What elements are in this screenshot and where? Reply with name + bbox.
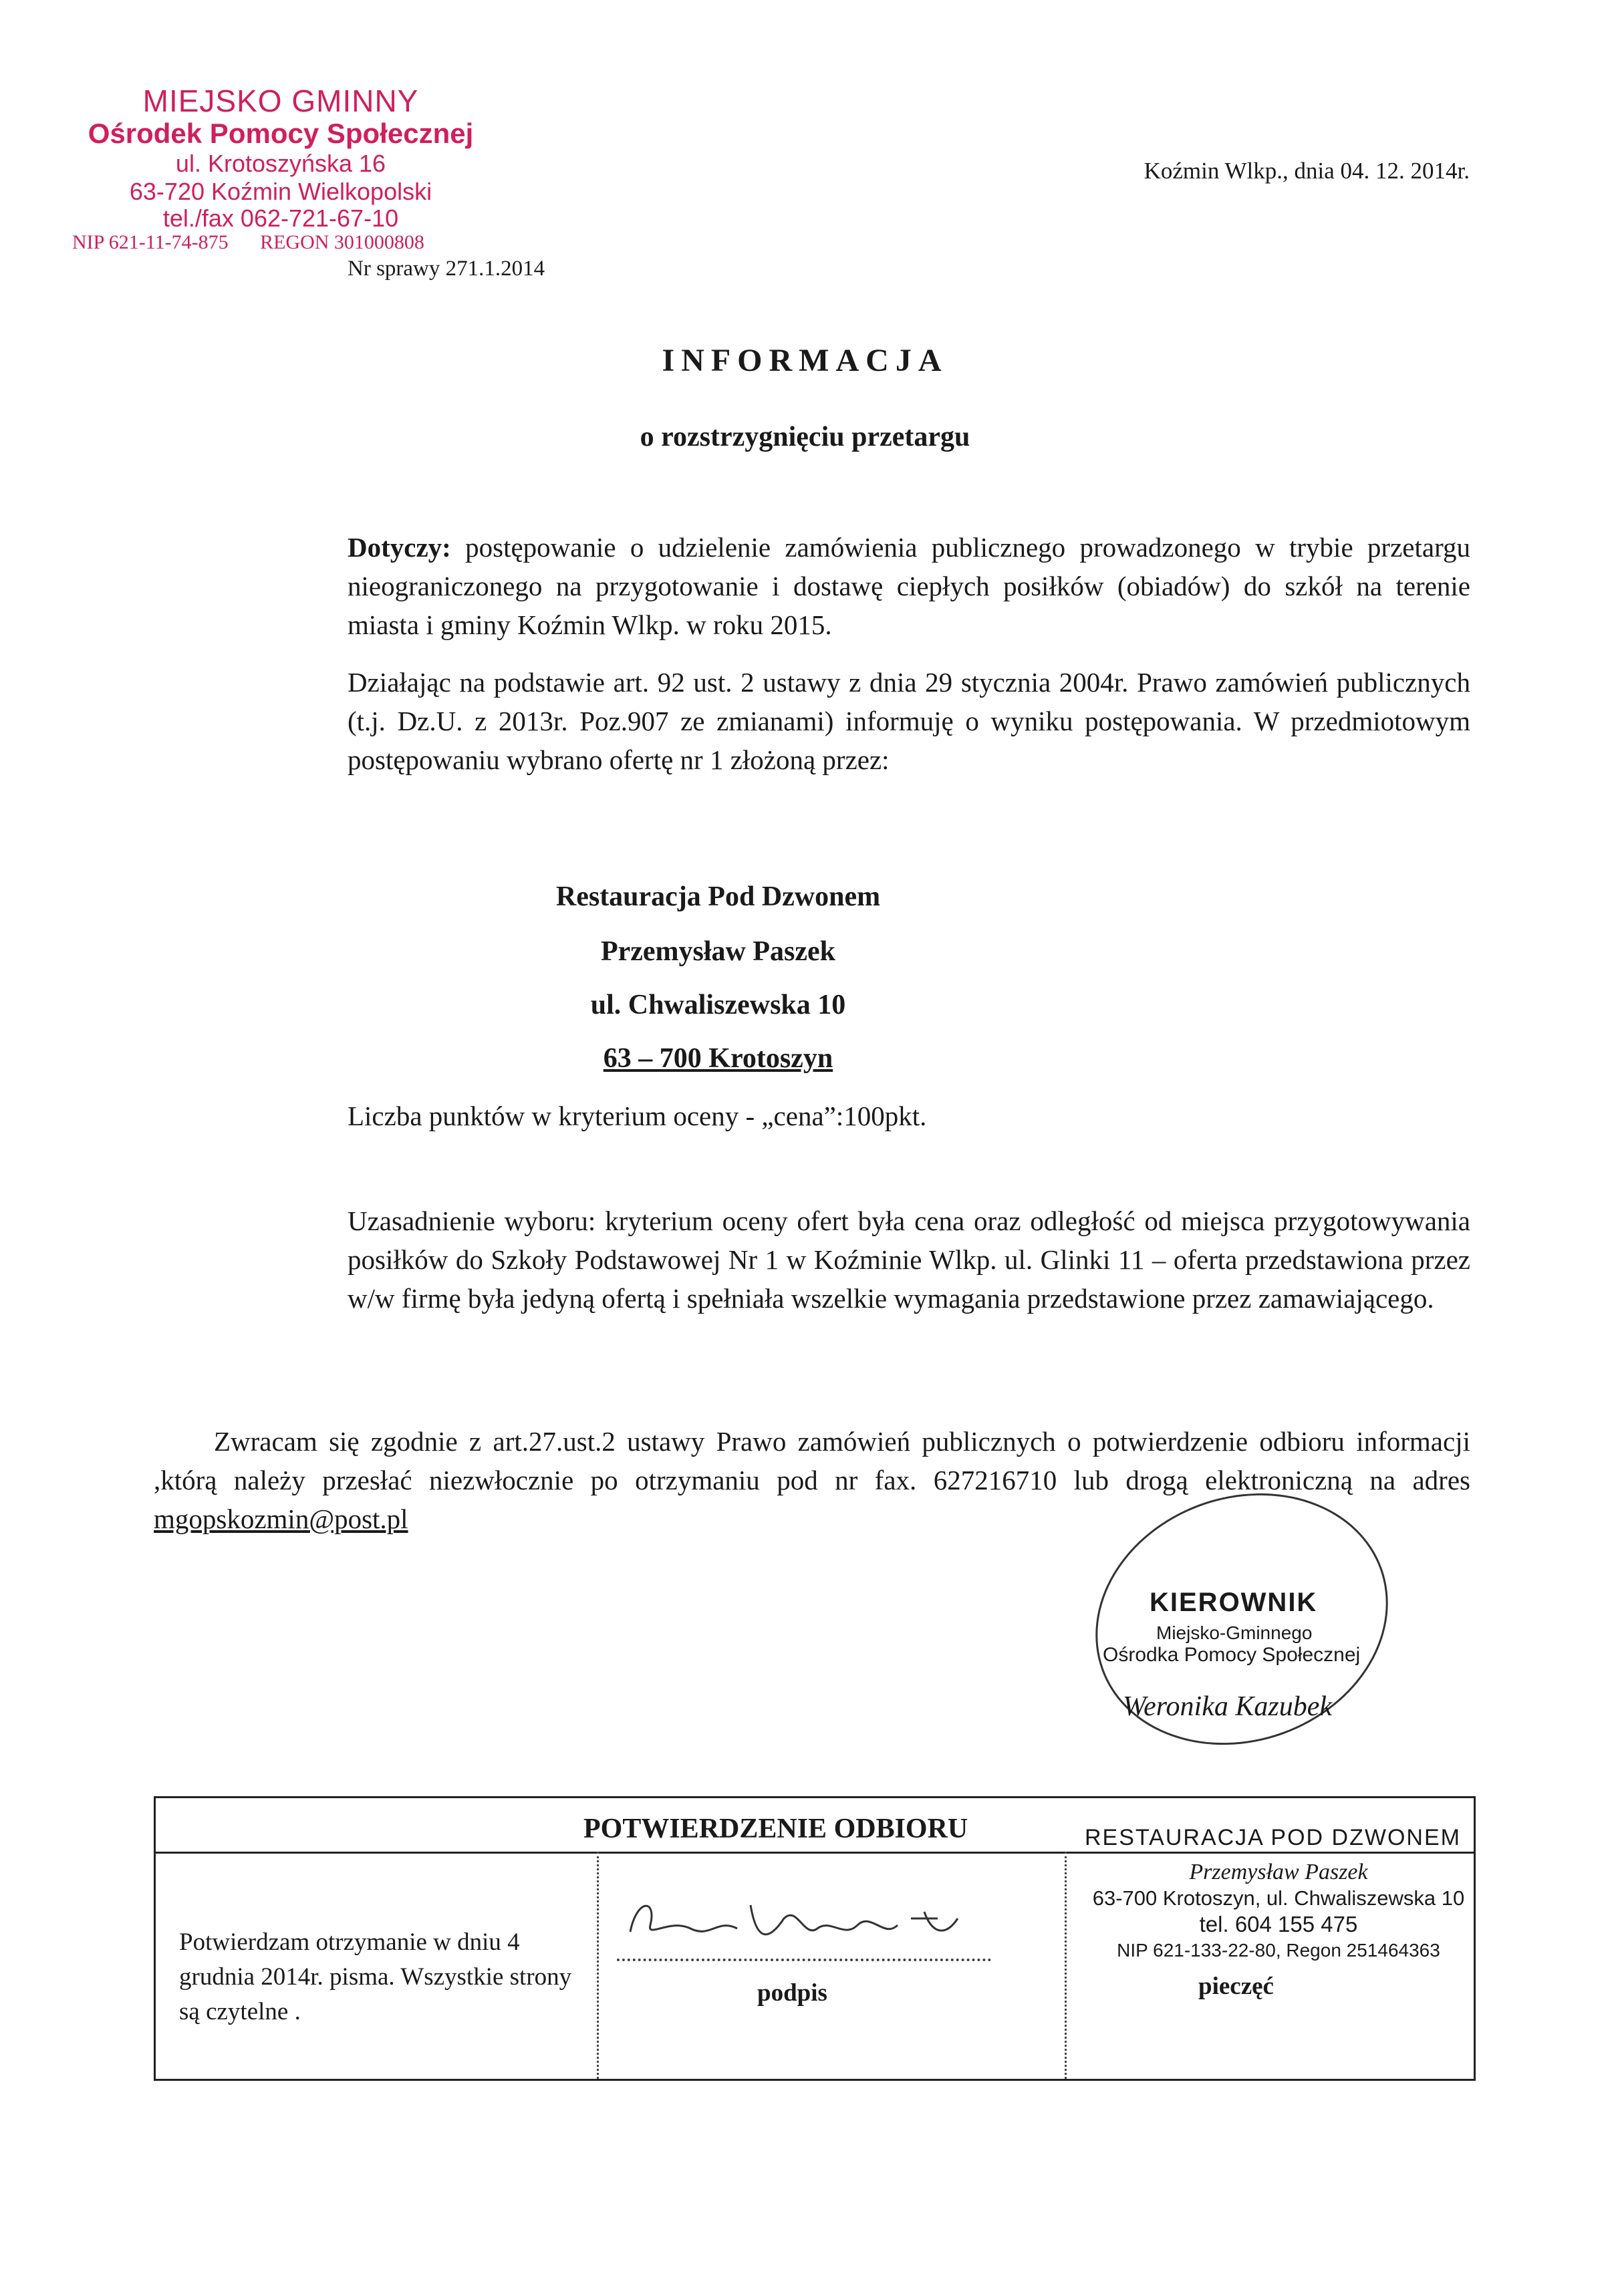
case-number: Nr sprawy 271.1.2014 (348, 257, 545, 281)
receipt-stamp-ids: NIP 621-133-22-80, Regon 251464363 (1117, 1940, 1440, 1961)
company-owner: Przemysław Paszek (600, 936, 836, 967)
receipt-header (156, 1798, 1474, 1854)
signature-label: podpis (757, 1979, 827, 2007)
email-link[interactable]: mgopskozmin@post.pl (154, 1503, 408, 1534)
legal-basis-paragraph: Działając na podstawie art. 92 ust. 2 ustawy z dnia 29 stycznia 2004r. Prawo zamówień publicznych (t.j. Dz.U. z 2013r. Poz.907 ze zmianami) informuję o wyniku postępowania. W przedmiotowym postępowaniu wybrano ofertę nr 1 złożoną przez: (348, 667, 1470, 775)
signature-dotted-line (617, 1959, 991, 1961)
signature-org2: Ośrodka Pomocy Społecznej (1103, 1644, 1361, 1666)
document-title: INFORMACJA (662, 343, 948, 378)
receipt-stamp-address: 63-700 Krotoszyn, ul. Chwaliszewska 10 (1092, 1886, 1465, 1910)
document-date: Koźmin Wlkp., dnia 04. 12. 2014r. (1144, 158, 1470, 184)
receipt-confirm-text: Potwierdzam otrzymanie w dniu 4 grudnia 2014r. pisma. Wszystkie strony są czytelne . (179, 1928, 572, 2025)
receipt-stamp-phone: tel. 604 155 475 (1199, 1912, 1358, 1936)
receipt-title: POTWIERDZENIE ODBIORU (583, 1814, 968, 1844)
sender-street: ul. Krotoszyńska 16 (175, 150, 386, 177)
subject-label: Dotyczy: (348, 532, 451, 563)
subject-text: postępowanie o udzielenie zamówienia publicznego prowadzonego w trybie przetargu nieograniczonego na przygotowanie i dostawę ciepłych posiłków (obiadów) do szkół na terenie miasta i gminy Koźmin Wlkp. w roku 2015. (348, 532, 1470, 640)
request-text: Zwracam się zgodnie z art.27.ust.2 ustawy Prawo zamówień publicznych o potwierdzenie odbioru informacji ,którą należy przesłać niezwłocznie po otrzymaniu pod nr fax. 627216710 lub drogą elektroniczną na adres (154, 1426, 1470, 1495)
signature-name: Weronika Kazubek (1123, 1691, 1333, 1722)
sender-city: 63-720 Koźmin Wielkopolski (129, 178, 432, 205)
justification-paragraph: Uzasadnienie wyboru: kryterium oceny ofert była cena oraz odległość od miejsca przygotowywania posiłków do Szkoły Podstawowej Nr 1 w Koźminie Wlkp. ul. Glinki 11 – oferta przedstawiona przez w/w firmę była jedyną ofertą i spełniała wszelkie wymagania przedstawione przez zamawiającego. (348, 1205, 1470, 1314)
receipt-stamp-owner: Przemysław Paszek (1189, 1860, 1368, 1884)
sender-ids (72, 231, 424, 254)
receipt-divider-2 (1065, 1852, 1067, 2079)
sender-org-line2: Ośrodek Pomocy Społecznej (88, 118, 474, 149)
company-city: 63 – 700 Krotoszyn (603, 1043, 833, 1074)
sender-nip: NIP 621-11-74-875 (72, 231, 229, 253)
subject-paragraph (348, 528, 1470, 644)
document-subtitle: o rozstrzygnięciu przetargu (640, 422, 970, 452)
sender-org-line1: MIEJSKO GMINNY (142, 84, 419, 118)
receipt-box (154, 1796, 1476, 2081)
handwritten-signature (617, 1892, 978, 1959)
company-street: ul. Chwaliszewska 10 (590, 990, 846, 1020)
points-line: Liczba punktów w kryterium oceny - „cena”:100pkt. (348, 1101, 927, 1131)
sender-regon: REGON 301000808 (260, 231, 424, 253)
signature-org1: Miejsko-Gminnego (1156, 1622, 1313, 1643)
company-name: Restauracja Pod Dzwonem (555, 881, 881, 912)
receipt-stamp-name: RESTAURACJA POD DZWONEM (1085, 1825, 1461, 1850)
seal-label: pieczęć (1198, 1973, 1274, 2000)
receipt-divider-1 (597, 1852, 599, 2079)
signature-role: KIEROWNIK (1150, 1588, 1318, 1617)
sender-phone: tel./fax 062-721-67-10 (162, 204, 399, 232)
